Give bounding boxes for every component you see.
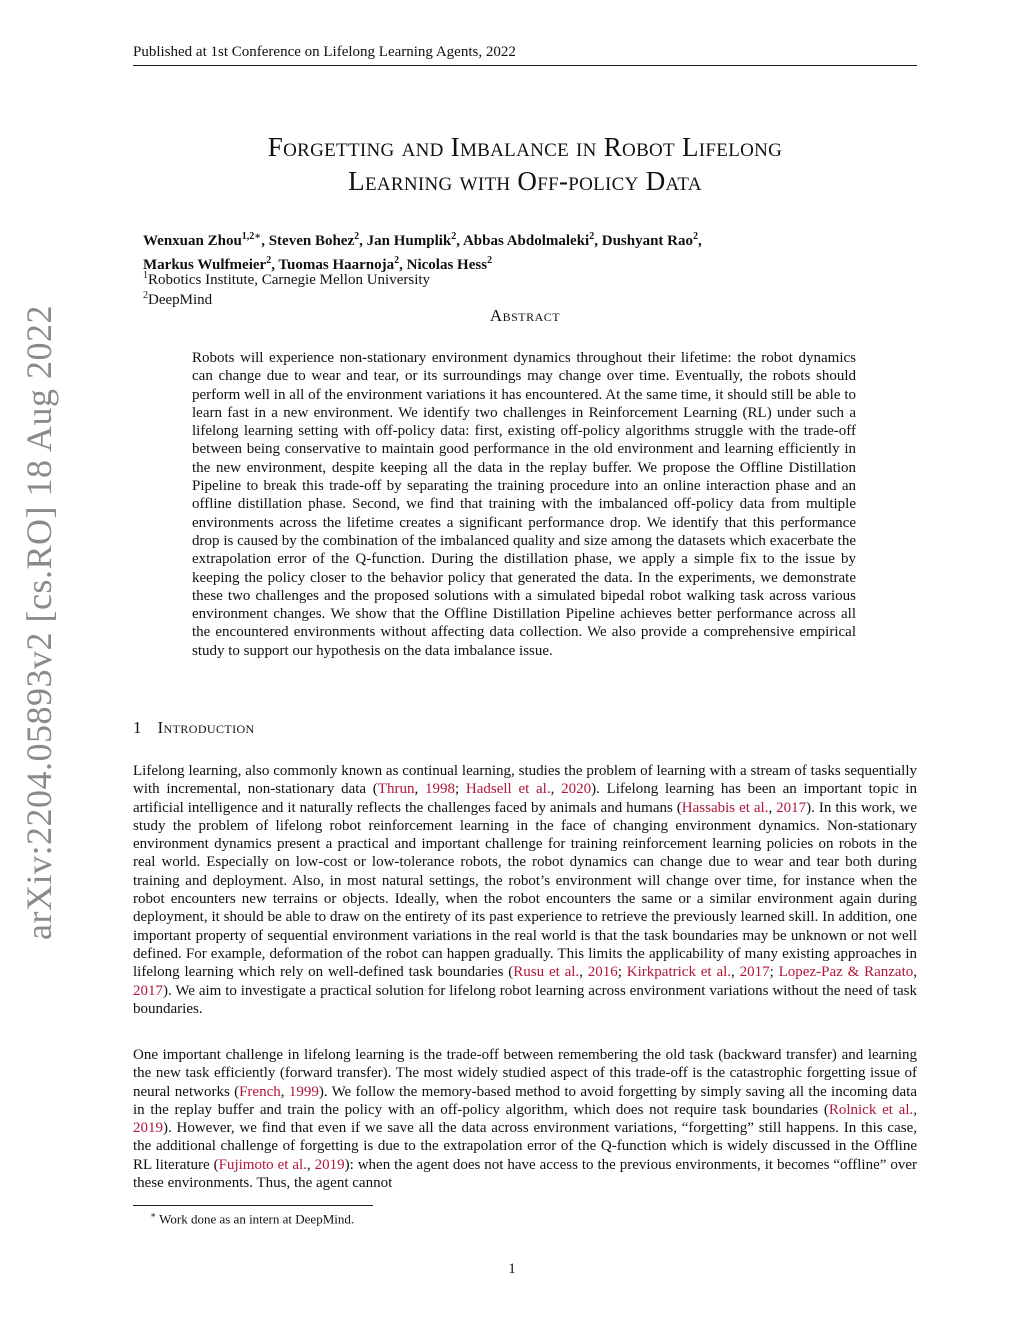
text: , <box>579 964 588 981</box>
arxiv-sidebar-stamp: arXiv:2204.05893v2 [cs.RO] 18 Aug 2022 <box>19 305 59 940</box>
author-name: , Tuomas Haarnoja <box>271 257 395 273</box>
section-title: Introduction <box>157 718 255 737</box>
footnote <box>150 1210 354 1227</box>
citation-link[interactable]: Rolnick et al. <box>828 1101 914 1118</box>
affil-mark: 2 <box>354 231 360 242</box>
affiliation-text: Robotics Institute, Carnegie Mellon University <box>148 272 431 288</box>
affil-mark: 2 <box>451 231 457 242</box>
citation-link[interactable]: Hadsell et al. <box>465 781 551 798</box>
footnote-text: Work done as an intern at DeepMind. <box>159 1211 355 1227</box>
title-line-2: Learning with Off-policy Data <box>348 166 702 196</box>
page-number: 1 <box>508 1261 516 1277</box>
citation-link[interactable]: 2020 <box>561 781 592 798</box>
text: One important challenge in lifelong learning is the trade-off between remembering the old task (backward transfer) and learning the new task efficiently (forward transfer). The most widely studied aspect of this trade-off is the catastrophic forgetting issue of neural networks ( <box>133 1047 917 1100</box>
citation-link[interactable]: 2017 <box>133 982 163 999</box>
text: ; <box>454 781 466 798</box>
header-rule <box>133 65 917 66</box>
affil-mark: 2 <box>487 255 493 266</box>
citation-link[interactable]: Thrun <box>377 781 415 798</box>
footnote-rule <box>133 1205 373 1206</box>
affil-mark: 1,2 <box>241 231 255 242</box>
title-line-1: Forgetting and Imbalance in Robot Lifelong <box>267 132 783 162</box>
affil-mark: 2 <box>266 255 272 266</box>
citation-link[interactable]: 2017 <box>739 964 770 981</box>
text: ). Lifelong learning has been an important topic in artificial intelligence and it naturally reflects the challenges faced by animals and humans ( <box>133 781 918 816</box>
citation-link[interactable]: 2019 <box>133 1120 163 1137</box>
text: ). We aim to investigate a practical solution for lifelong robot learning across environment variations without the need of task boundaries. <box>133 982 917 1017</box>
citation-link[interactable]: Hassabis et al. <box>681 799 769 816</box>
citation-link[interactable]: French <box>239 1083 281 1100</box>
affiliation-text: DeepMind <box>148 292 213 308</box>
footnote-mark: ∗ <box>254 231 262 242</box>
affil-mark: 1 <box>143 270 148 281</box>
text: , <box>913 964 917 981</box>
author-line-1: Wenxuan Zhou$^{1,2∗}$, Steven Bohez$^2$, Jan Humplik$^2$, Abbas Abdolmaleki$^2$, Dushyant Rao$^2$, <box>143 231 702 249</box>
affil-mark: 2 <box>693 231 699 242</box>
citation-link[interactable]: Fujimoto et al. <box>218 1156 307 1173</box>
author-name: , Dushyant Rao <box>594 233 694 249</box>
text: , <box>306 1156 315 1173</box>
citation-link[interactable]: Kirkpatrick et al. <box>626 964 732 981</box>
author-name: , Abbas Abdolmaleki <box>456 233 590 249</box>
citation-link[interactable]: 2017 <box>776 799 807 816</box>
citation-link[interactable]: Rusu et al. <box>513 964 580 981</box>
affil-mark: 2 <box>143 290 148 301</box>
citation-link[interactable]: 1999 <box>288 1083 319 1100</box>
author-name: , Nicolas Hess <box>399 257 488 273</box>
intro-paragraph-1 <box>133 762 917 1018</box>
paper-title <box>133 130 917 198</box>
author-name: , Steven Bohez <box>261 233 355 249</box>
footnote-mark: ∗ <box>150 1210 157 1220</box>
text: ; <box>617 964 627 981</box>
author-name: , Jan Humplik <box>359 233 452 249</box>
section-number: 1 <box>133 718 142 737</box>
text: , <box>550 781 562 798</box>
running-header: Published at 1st Conference on Lifelong Learning Agents, 2022 <box>133 44 516 60</box>
section-heading <box>133 718 255 738</box>
author-name: Markus Wulfmeier <box>143 257 267 273</box>
text: ): when the agent does not have access to the previous environments, it becomes “offline” over these environments. Thus, the agent cannot <box>133 1156 917 1192</box>
text: Lifelong learning, also commonly known as continual learning, studies the problem of learning with a stream of tasks sequentially with incremental, non-stationary data ( <box>133 763 917 798</box>
intro-paragraph-2 <box>133 1046 917 1192</box>
abstract-body: Robots will experience non-stationary environment dynamics throughout their lifetime: the robot dynamics can change due to wear and tear, or its surroundings may change over time. Eventually, the robots should perform well in all of the environment variations it has encountered. At the same time, it should still be able to learn fast in a new environment. We identify two challenges in Reinforcement Learning (RL) under such a lifelong learning setting with off-policy data: first, existing off-policy algorithms struggle with the trade-off between being conservative to maintain good performance in the old environment and learning efficiently in the new environment, despite keeping all the data in the replay buffer. We propose the Offline Distillation Pipeline to break this trade-off by separating the training procedure into an online interaction phase and an offline distillation phase. Second, we find that training with the imbalanced off-policy data from multiple environments across the lifetime creates a significant performance drop. We identify that this performance drop is caused by the combination of the imbalanced quality and size among the datasets which exacerbate the extrapolation error of the Q-function. During the distillation phase, we apply a simple fix to the issue by keeping the policy closer to the behavior policy that generated the data. In the experiments, we demonstrate these two challenges and the proposed solutions with a simulated bipedal robot walking task across various environment changes. We show that the Offline Distillation Pipeline achieves better performance across all the encountered environments without affecting data collection. We also provide a comprehensive empirical study to support our hypothesis on the data imbalance issue. <box>192 350 856 659</box>
affil-mark: 2 <box>394 255 400 266</box>
citation-link[interactable]: 2016 <box>587 964 618 981</box>
text: , <box>768 799 777 816</box>
text: , <box>731 964 740 981</box>
text: ). However, we find that even if we save all the data across environment variations, “forgetting” still happens. In this case, the additional challenge of forgetting is due to the extrapolation error of the Q-function which is widely discussed in the Offline RL literature ( <box>133 1120 917 1173</box>
text: , <box>414 781 425 798</box>
citation-link[interactable]: 1998 <box>424 781 455 798</box>
citation-link[interactable]: Lopez-Paz & Ranzato <box>778 964 914 981</box>
text: ). We follow the memory-based method to avoid forgetting by simply saving all the incoming data in the replay buffer and train the policy with an off-policy algorithm, which does not require task boundaries ( <box>133 1083 918 1118</box>
text: , <box>280 1083 289 1100</box>
abstract-heading: Abstract <box>489 306 561 325</box>
author-name: Wenxuan Zhou <box>143 233 242 249</box>
text: ; <box>769 964 779 981</box>
text: ). In this work, we study the problem of lifelong robot reinforcement learning in the face of changing environment dynamics. Non-stationary environment dynamics present a practical and important challenge for training reinforcement learning policies on robots in the real world. Especially on low-cost or low-tolerance robots, the robot dynamics can change due to wear and tear both during training and deployment. Also, in most natural settings, the robot’s environment will change over time, for instance when the robot encounters new terrains or objects. Ideally, when the robot encounters the same or a similar environment again during deployment, it should be able to draw on the entirety of its past experience to retrieve the previously learned skill. In addition, one important property of sequential environment variations in the real world is that the task boundaries may be unknown or not well defined. For example, deformation of the robot can happen gradually. This limits the applicability of many existing approaches in lifelong learning which rely on well-defined task boundaries ( <box>133 799 918 981</box>
affil-mark: 2 <box>589 231 595 242</box>
citation-link[interactable]: 2019 <box>314 1156 345 1173</box>
text: , <box>913 1101 917 1118</box>
